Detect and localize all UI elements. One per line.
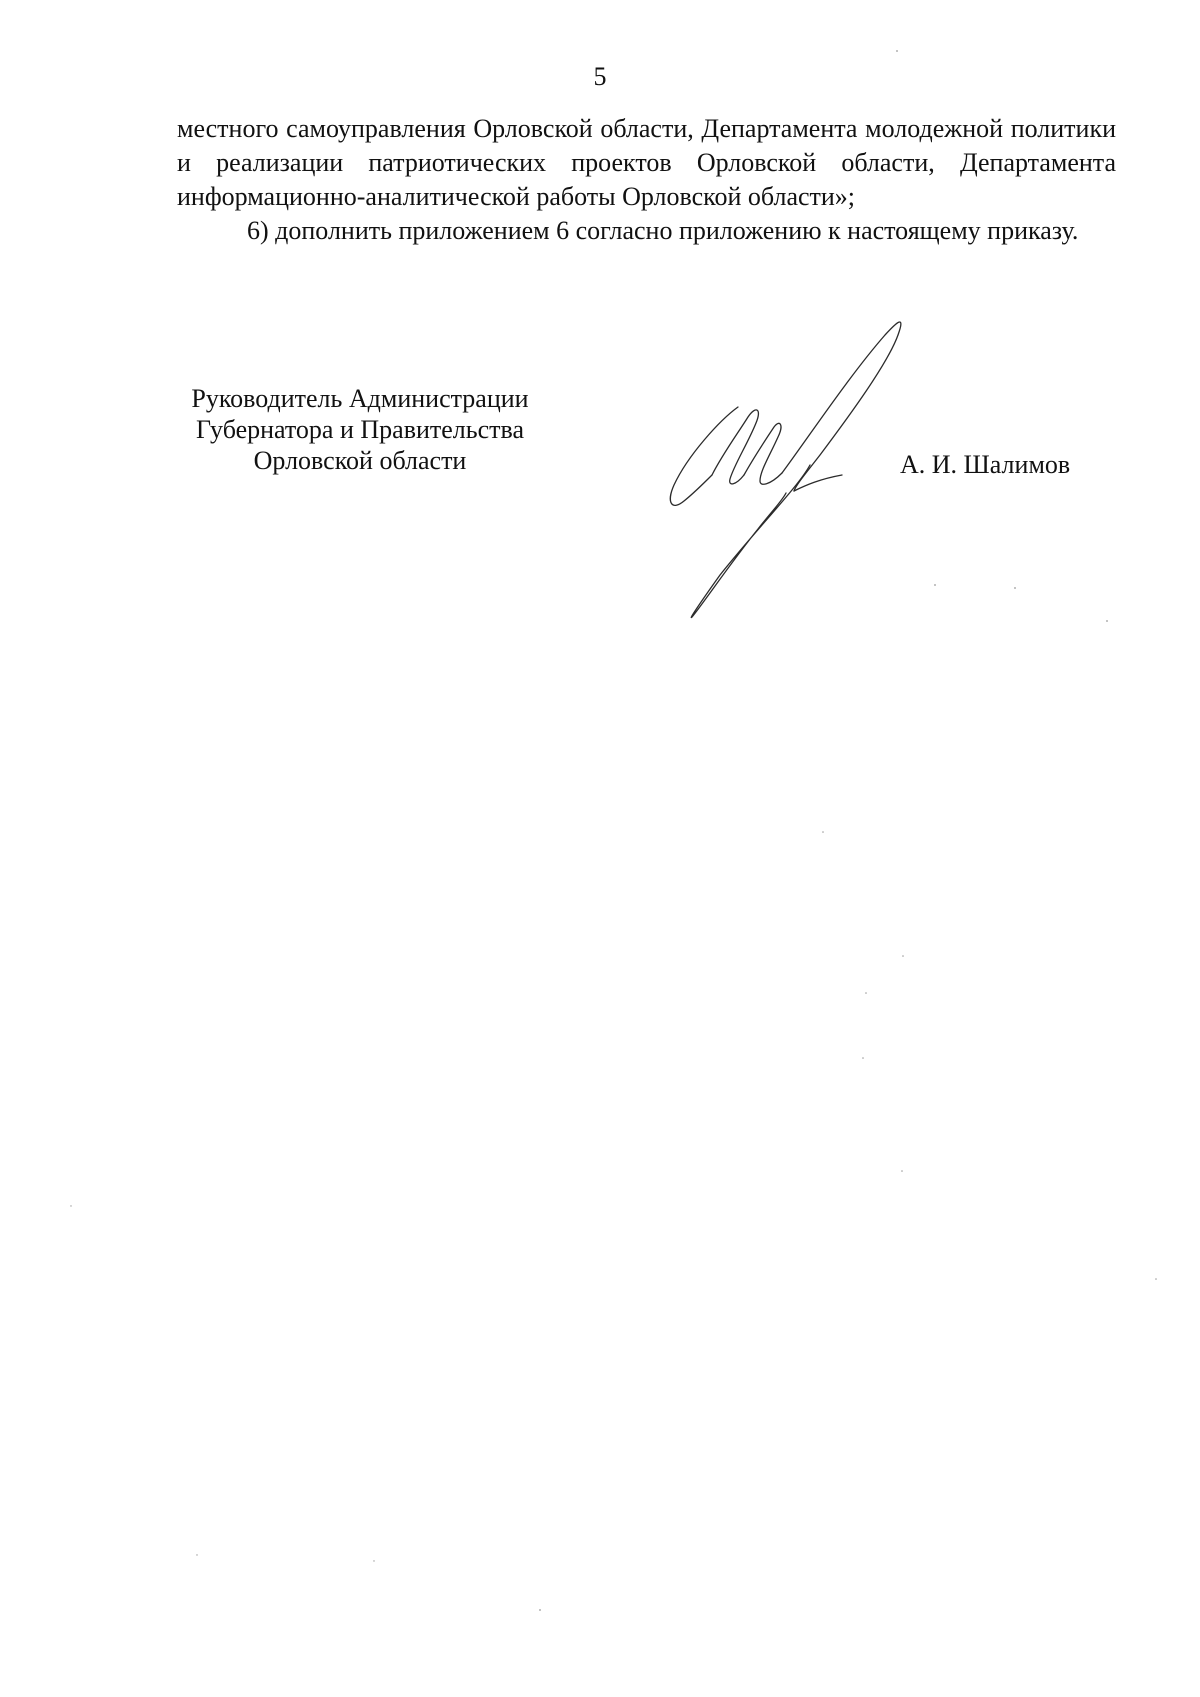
signatory-position (150, 383, 570, 476)
signatory-position-line: Руководитель Администрации (191, 384, 529, 413)
signatory-position-line: Орловской области (253, 446, 467, 475)
document-body (177, 112, 1116, 248)
signer-name: А. И. Шалимов (900, 450, 1071, 479)
page-number: 5 (593, 62, 607, 91)
body-paragraph: 6) дополнить приложением 6 согласно приложению к настоящему приказу. (247, 216, 1079, 245)
body-paragraph: местного самоуправления Орловской области, Департамента молодежной политики и реализации патриотических проектов Орловской области, Департамента информационно-аналитической работы Орловской области»; (177, 114, 1116, 211)
signatory-position-line: Губернатора и Правительства (196, 415, 524, 444)
